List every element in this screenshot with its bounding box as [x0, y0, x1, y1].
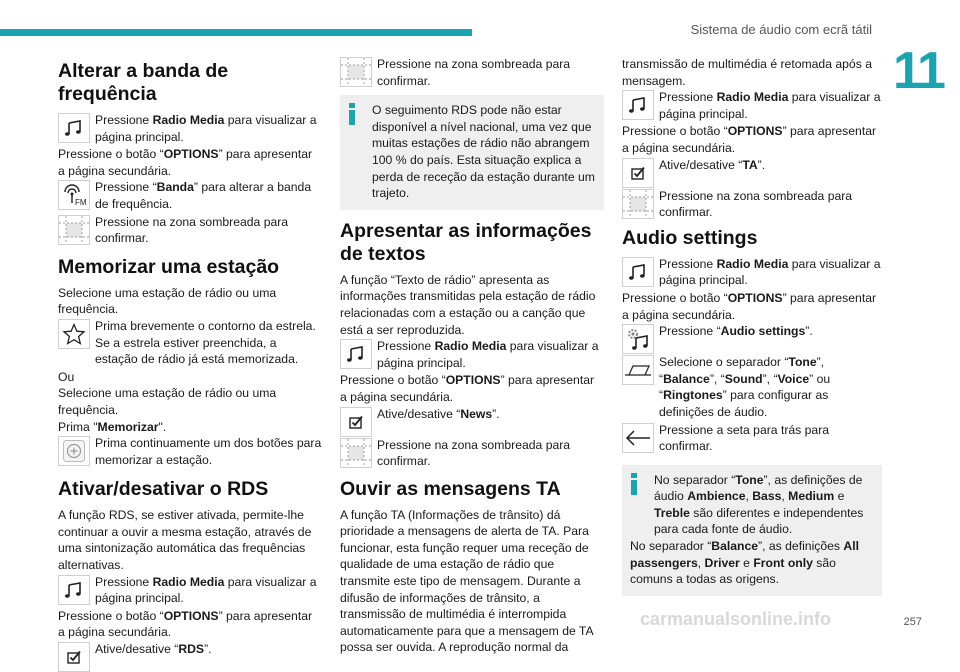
text: A função “Texto de rádio” apresenta as informações transmitidas pela estação de rádio relacionadas com a estação ou a canção que está a ser reproduzida. — [340, 272, 596, 337]
heading-textos: Apresentar as informações de textos — [340, 219, 592, 265]
step-radio-media — [340, 338, 604, 371]
step-text: Ative/desative “RDS”. — [95, 642, 212, 657]
column-2 — [340, 56, 604, 656]
options-text: Pressione o botão “OPTIONS” para apresentar a página secundária. — [58, 608, 313, 640]
text: Selecione uma estação de rádio ou uma frequência. — [58, 285, 277, 317]
gear-music-icon — [622, 324, 654, 354]
heading-memorizar: Memorizar uma estação — [58, 255, 280, 278]
info-text-tone: No separador “Tone”, as definições de áudio Ambience, Bass, Medium e Treble são diferentes e independentes para cada fonte de áudio. — [654, 472, 864, 537]
step-star — [58, 318, 322, 368]
info-text-balance: No separador “Balance”, as definições All passengers, Driver e Front only são comuns a todas as origens. — [630, 539, 859, 587]
options-text: Pressione o botão “OPTIONS” para apresentar a página secundária. — [622, 290, 877, 322]
add-preset-icon — [58, 436, 90, 466]
step-news-toggle — [340, 406, 604, 436]
text-ou: Ou — [58, 369, 75, 384]
text: Prima "Memorizar". — [58, 419, 167, 434]
step-banda — [58, 179, 322, 212]
column-3 — [622, 56, 882, 606]
step-text: Pressione na zona sombreada para confirmar. — [95, 214, 289, 246]
shaded-zone-icon — [622, 189, 654, 219]
step-text: Pressione a seta para trás para confirmar. — [659, 422, 830, 454]
info-icon — [349, 103, 355, 125]
star-outline-icon — [58, 319, 90, 349]
step-text: Pressione Radio Media para visualizar a página principal. — [377, 339, 599, 370]
tab-selector-icon — [622, 355, 654, 385]
text: A função RDS, se estiver ativada, permite-lhe continuar a ouvir a mesma estação, através de uma sintonização automática das frequências alternativas. — [58, 508, 312, 573]
step-text: Pressione Radio Media para visualizar a página principal. — [659, 256, 881, 288]
info-box-rds — [340, 95, 604, 210]
step-radio-media — [622, 256, 882, 289]
step-back-arrow — [622, 422, 882, 455]
header-accent-bar — [0, 29, 472, 36]
step-text: Pressione Radio Media para visualizar a página principal. — [95, 113, 317, 144]
step-shaded-zone — [340, 56, 604, 89]
checkbox-toggle-icon — [58, 642, 90, 672]
text: A função TA (Informações de trânsito) dá prioridade a mensagens de alerta de TA. Para funcionar, esta função requer uma receção de qualidade de uma estação de rádio que transmite este tipo de mensagem. Durante a difusão de informações de trânsito, a transmissão de multimédia é interrompida automaticamente para que a mensagem de TA possa ser ouvida. A reprodução normal da — [340, 507, 593, 655]
text: Selecione uma estação de rádio ou uma frequência. — [58, 386, 277, 417]
step-text: Ative/desative “News”. — [377, 406, 500, 421]
back-arrow-icon — [622, 423, 654, 453]
step-tabs — [622, 354, 882, 420]
watermark: carmanualsonline.info — [640, 609, 832, 629]
header-title: Sistema de áudio com ecrã tátil — [690, 22, 872, 37]
info-icon — [631, 473, 637, 495]
page-number: 257 — [903, 616, 922, 628]
step-text: Pressione Radio Media para visualizar a página principal. — [659, 90, 881, 121]
heading-audio-settings: Audio settings — [622, 226, 758, 249]
options-text: Pressione o botão “OPTIONS” para apresentar a página secundária. — [340, 373, 595, 404]
step-text: Pressione na zona sombreada para confirmar. — [377, 437, 571, 469]
step-text: Pressione Radio Media para visualizar a página principal. — [95, 574, 317, 606]
step-text: Pressione “Banda” para alterar a banda de frequência. — [95, 180, 312, 211]
checkbox-toggle-icon — [340, 407, 372, 437]
step-audio-settings — [622, 323, 882, 353]
step-radio-media — [58, 112, 322, 145]
step-text: Prima continuamente um dos botões para memorizar a estação. — [95, 436, 322, 467]
info-text: O seguimento RDS pode não estar disponível a nível nacional, uma vez que muitas estações de rádio não abrangem 100 % do país. Esta situação explica a perda de receção da estação durante um trajeto. — [372, 103, 595, 201]
step-rds-toggle — [58, 641, 322, 671]
text: transmissão de multimédia é retomada após a mensagem. — [622, 57, 872, 88]
music-note-icon — [622, 90, 654, 120]
step-shaded-zone — [58, 214, 322, 247]
options-text: Pressione o botão “OPTIONS” para apresentar a página secundária. — [622, 124, 877, 155]
step-radio-media — [58, 574, 322, 607]
step-text: Pressione na zona sombreada para confirmar. — [659, 188, 853, 220]
shaded-zone-icon — [58, 215, 90, 245]
chapter-number: 11 — [893, 42, 944, 100]
step-radio-media — [622, 89, 882, 122]
step-text: Ative/desative “TA”. — [659, 157, 766, 172]
music-note-icon — [622, 257, 654, 287]
options-text: Pressione o botão “OPTIONS” para apresentar a página secundária. — [58, 147, 313, 178]
column-1 — [58, 56, 322, 672]
music-note-icon — [340, 339, 372, 369]
shaded-zone-icon — [340, 57, 372, 87]
heading-ta: Ouvir as mensagens TA — [340, 477, 561, 500]
step-text: Prima brevemente o contorno da estrela. Se a estrela estiver preenchida, a estação de rádio já está memorizada. — [95, 318, 316, 367]
step-text: Selecione o separador “Tone”, “Balance”, “Sound”, “Voice” ou “Ringtones” para configurar as definições de áudio. — [659, 355, 831, 419]
step-ta-toggle — [622, 157, 882, 187]
step-preset — [58, 435, 322, 468]
step-shaded-zone — [622, 188, 882, 221]
step-text: Pressione na zona sombreada para confirmar. — [377, 57, 571, 88]
step-text: Pressione “Audio settings”. — [659, 324, 813, 339]
svg-text:FM: FM — [75, 198, 87, 208]
music-note-icon — [58, 575, 90, 605]
music-note-icon — [58, 113, 90, 143]
info-box-audio — [622, 465, 882, 596]
step-shaded-zone — [340, 437, 604, 470]
heading-alterar-banda: Alterar a banda de frequência — [58, 60, 229, 105]
heading-rds: Ativar/desativar o RDS — [58, 478, 269, 501]
checkbox-toggle-icon — [622, 158, 654, 188]
fm-radio-icon — [58, 180, 90, 210]
shaded-zone-icon — [340, 438, 372, 468]
